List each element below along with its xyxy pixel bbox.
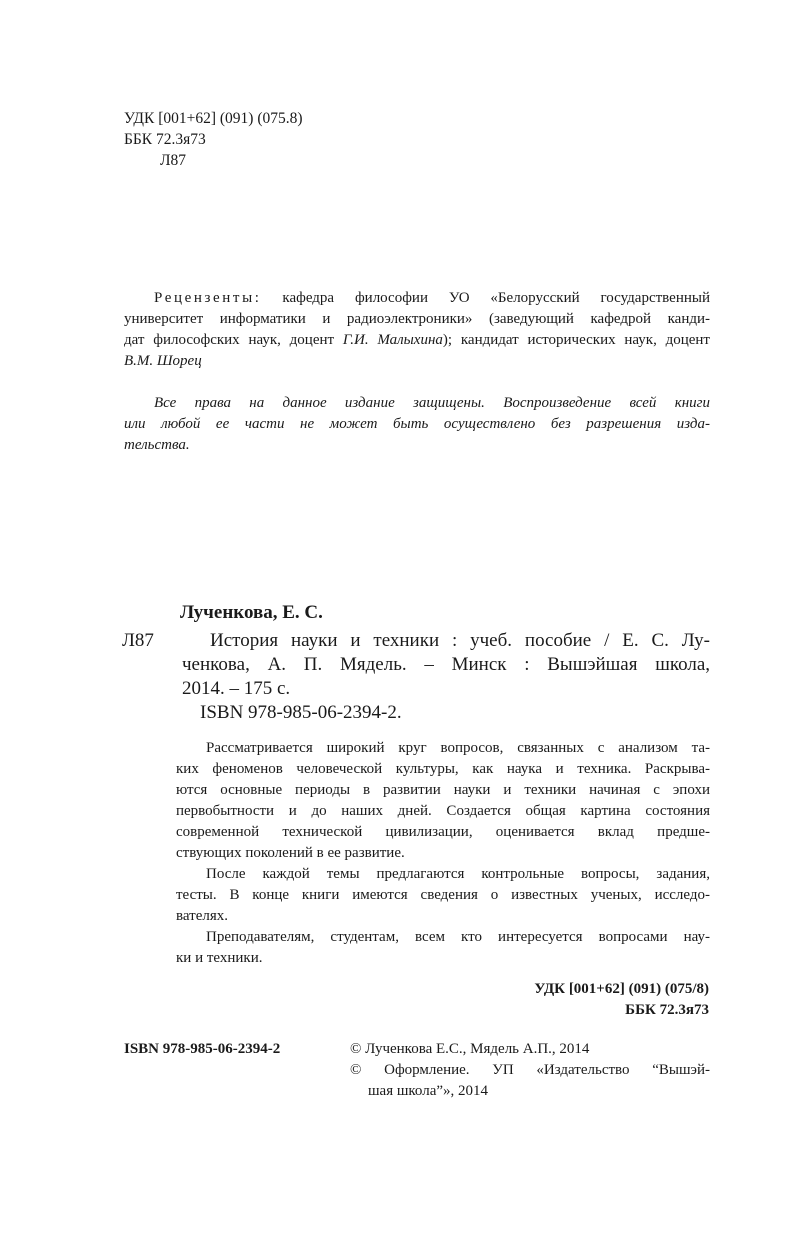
header-codes xyxy=(124,108,303,171)
reviewers-line-1 xyxy=(124,288,710,309)
catalog-author: Лученкова, Е. С. xyxy=(180,602,323,623)
catalog-line-1: История науки и техники : учеб. пособие / Е. С. Лу- xyxy=(210,630,710,651)
bbk-code: ББК 72.3я73 xyxy=(124,131,206,148)
annotation-line: тесты. В конце книги имеются сведения о известных ученых, исследо- xyxy=(176,887,710,903)
annotation-line: ются основные периоды в развитии науки и техники начиная с эпохи xyxy=(176,782,710,798)
annotation-line: ких феноменов человеческой культуры, как наука и техника. Раскрыва- xyxy=(176,761,710,777)
annotation-line: После каждой темы предлагаются контрольные вопросы, задания, xyxy=(206,866,710,882)
udk-code: УДК [001+62] (091) (075.8) xyxy=(124,110,303,127)
rights-line-1: Все права на данное издание защищены. Воспроизведение всей книги xyxy=(154,395,710,411)
reviewers-line-3-after: ); кандидат исторических наук, доцент xyxy=(442,332,710,348)
rights-notice xyxy=(124,393,710,456)
rights-line-2: или любой ее части не может быть осуществлено без разрешения изда- xyxy=(124,416,710,432)
footer-isbn: ISBN 978-985-06-2394-2 xyxy=(124,1041,281,1057)
reviewers-line-3-before: дат философских наук, доцент xyxy=(124,332,343,348)
copyright-design-line-2: шая школа”», 2014 xyxy=(368,1083,489,1099)
copyright-authors: © Лученкова Е.С., Мядель А.П., 2014 xyxy=(350,1041,590,1057)
reviewer-name-1: Г.И. Малыхина xyxy=(342,332,443,348)
annotation-line: вателях. xyxy=(176,908,229,924)
copyright-block xyxy=(350,1039,710,1102)
catalog-isbn: ISBN 978-985-06-2394-2. xyxy=(200,702,402,723)
rights-line-3: тельства. xyxy=(124,437,190,453)
reviewers-label: Рецензенты: xyxy=(154,290,262,306)
catalog-line-2: ченкова, А. П. Мядель. – Минск : Вышэйшая школа, xyxy=(182,654,710,675)
annotation-line: ки и техники. xyxy=(176,950,263,966)
reviewers-line-3 xyxy=(124,330,710,351)
bottom-classification xyxy=(534,979,709,1021)
annotation-line: современной технической цивилизации, оценивается вклад предше- xyxy=(176,824,710,840)
annotation xyxy=(176,738,710,969)
catalog-code: Л87 xyxy=(122,630,154,651)
annotation-line: Преподавателям, студентам, всем кто интересуется вопросами нау- xyxy=(206,929,710,945)
annotation-line: Рассматривается широкий круг вопросов, связанных с анализом та- xyxy=(206,740,710,756)
reviewers-line-2: университет информатики и радиоэлектроники» (заведующий кафедрой канди- xyxy=(124,311,710,327)
reviewers-line-1-text: кафедра философии УО «Белорусский государственный xyxy=(261,290,710,306)
reviewer-name-2: В.М. Шорец xyxy=(124,353,202,369)
author-mark: Л87 xyxy=(160,152,187,169)
copyright-design-line-1: © Оформление. УП «Издательство “Вышэй- xyxy=(350,1062,710,1078)
bottom-udk: УДК [001+62] (091) (075/8) xyxy=(534,981,709,997)
catalog-entry xyxy=(182,629,710,725)
annotation-line: первобытности и до наших дней. Создается общая картина состояния xyxy=(176,803,710,819)
catalog-line-3: 2014. – 175 с. xyxy=(182,678,291,699)
reviewers-block xyxy=(124,288,710,372)
bottom-bbk: ББК 72.3я73 xyxy=(625,1002,709,1018)
annotation-line: ствующих поколений в ее развитие. xyxy=(176,845,405,861)
